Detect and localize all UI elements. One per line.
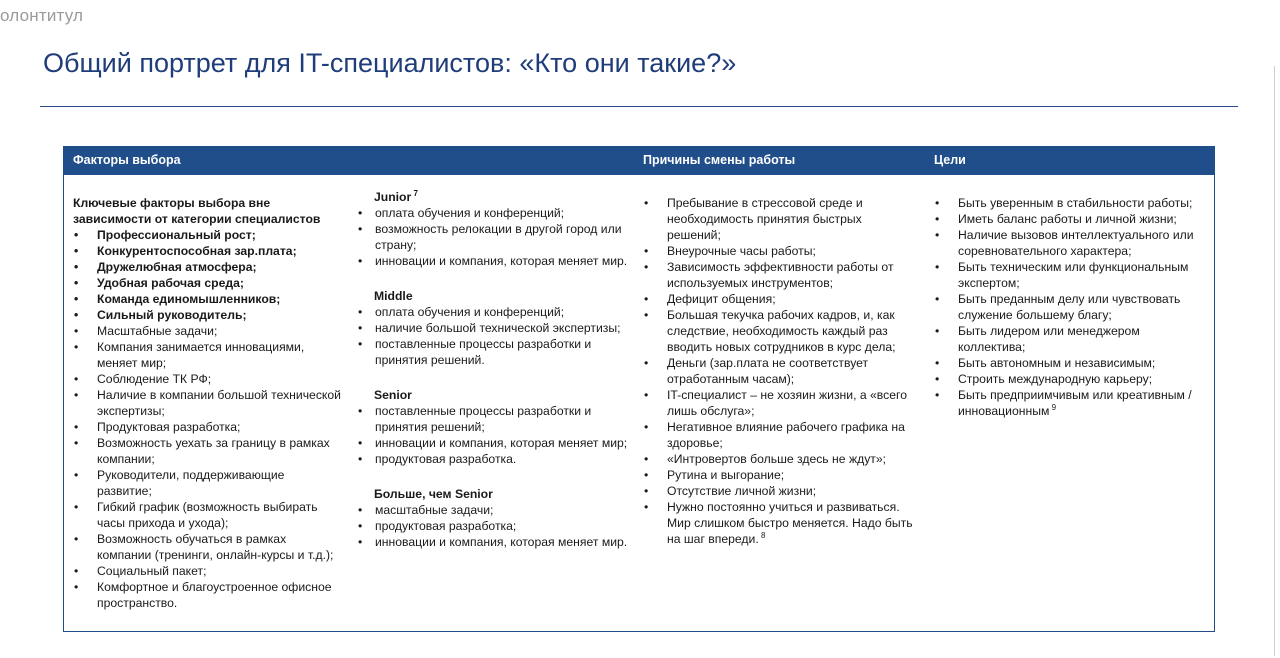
header-factors: Факторы выбора — [73, 153, 181, 167]
header-reasons: Причины смены работы — [643, 153, 796, 167]
reason-item: • Негативное влияние рабочего графика на здоровье; — [643, 419, 917, 451]
level-group — [357, 189, 637, 269]
reason-item: • Зависимость эффективности работы от используемых инструментов; — [643, 259, 917, 291]
level-item: • оплата обучения и конференций; — [357, 304, 637, 320]
reasons-column — [643, 195, 917, 547]
reason-item: • Большая текучка рабочих кадров, и, как следствие, необходимость каждый раз вводить новых сотрудников в курс дела; — [643, 307, 917, 355]
goal-item: • Быть предприимчивым или креативным / инновационным $^9$ — [934, 387, 1206, 419]
reason-item: • Рутина и выгорание; — [643, 467, 917, 483]
level-group — [357, 288, 637, 368]
levels-column — [357, 189, 637, 569]
level-heading: Middle — [374, 289, 413, 303]
key-factor-item: • Комфортное и благоустроенное офисное пространство. — [73, 579, 341, 611]
goal-item: • Быть лидером или менеджером коллектива; — [934, 323, 1206, 355]
portrait-table — [63, 146, 1215, 632]
reason-item: • IT-специалист – не хозяин жизни, а «всего лишь обслуга»; — [643, 387, 917, 419]
level-group — [357, 486, 637, 550]
level-item: • продуктовая разработка. — [357, 451, 637, 467]
key-factor-item: • Соблюдение ТК РФ; — [73, 371, 341, 387]
key-factor-item: • Возможность обучаться в рамках компании (тренинги, онлайн-курсы и т.д.); — [73, 531, 341, 563]
level-item: • поставленные процессы разработки и принятия решений; — [357, 403, 637, 435]
table-header-row — [64, 147, 1214, 175]
key-factor-item: • Профессиональный рост; — [73, 227, 341, 243]
key-factor-item: • Возможность уехать за границу в рамках компании; — [73, 435, 341, 467]
key-factor-item: • Масштабные задачи; — [73, 323, 341, 339]
reason-item: • Деньги (зар.плата не соответствует отработанным часам); — [643, 355, 917, 387]
level-item: • наличие большой технической экспертизы; — [357, 320, 637, 336]
level-item: • продуктовая разработка; — [357, 518, 637, 534]
key-factors-column — [73, 195, 341, 611]
goal-item: • Иметь баланс работы и личной жизни; — [934, 211, 1206, 227]
reasons-list — [643, 195, 917, 547]
level-item: • инновации и компания, которая меняет мир; — [357, 435, 637, 451]
reason-item: • Пребывание в стрессовой среде и необходимость принятия быстрых решений; — [643, 195, 917, 243]
key-factor-item: • Дружелюбная атмосфера; — [73, 259, 341, 275]
key-factor-item: • Команда единомышленников; — [73, 291, 341, 307]
level-group — [357, 387, 637, 467]
level-item: • поставленные процессы разработки и принятия решений. — [357, 336, 637, 368]
key-factor-item: • Удобная рабочая среда; — [73, 275, 341, 291]
key-factors-heading: Ключевые факторы выбора вне зависимости от категории специалистов — [73, 196, 321, 226]
level-heading: Больше, чем Senior — [374, 487, 493, 501]
goal-item: • Наличие вызовов интеллектуального или соревновательного характера; — [934, 227, 1206, 259]
reason-item: • «Интровертов больше здесь не ждут»; — [643, 451, 917, 467]
level-item: • масштабные задачи; — [357, 502, 637, 518]
level-heading: Junior $^7$ — [374, 188, 418, 204]
level-item: • оплата обучения и конференций; — [357, 205, 637, 221]
level-heading: Senior — [374, 388, 412, 402]
key-factor-item: • Продуктовая разработка; — [73, 419, 341, 435]
reason-item: • Дефицит общения; — [643, 291, 917, 307]
header-footer-label: олонтитул — [0, 6, 84, 25]
goals-column — [934, 195, 1206, 419]
level-item: • инновации и компания, которая меняет мир. — [357, 534, 637, 550]
key-factor-item: • Руководители, поддерживающие развитие; — [73, 467, 341, 499]
page-title: Общий портрет для IT-специалистов: «Кто они такие?» — [43, 48, 737, 78]
key-factor-item: • Компания занимается инновациями, меняет мир; — [73, 339, 341, 371]
goal-item: • Строить международную карьеру; — [934, 371, 1206, 387]
goals-list — [934, 195, 1206, 419]
goal-item: • Быть техническим или функциональным экспертом; — [934, 259, 1206, 291]
slide-edge-line — [1274, 66, 1275, 656]
goal-item: • Быть уверенным в стабильности работы; — [934, 195, 1206, 211]
key-factor-item: • Конкурентоспособная зар.плата; — [73, 243, 341, 259]
header-goals: Цели — [934, 153, 966, 167]
reason-item: • Отсутствие личной жизни; — [643, 483, 917, 499]
key-factor-item: • Наличие в компании большой технической экспертизы; — [73, 387, 341, 419]
goal-item: • Быть преданным делу или чувствовать служение большему благу; — [934, 291, 1206, 323]
key-factor-item: • Социальный пакет; — [73, 563, 341, 579]
key-factor-item: • Сильный руководитель; — [73, 307, 341, 323]
title-divider — [40, 106, 1238, 107]
level-item: • возможность релокации в другой город или страну; — [357, 221, 637, 253]
goal-item: • Быть автономным и независимым; — [934, 355, 1206, 371]
reason-item: • Внеурочные часы работы; — [643, 243, 917, 259]
key-factors-list — [73, 227, 341, 611]
key-factor-item: • Гибкий график (возможность выбирать часы прихода и ухода); — [73, 499, 341, 531]
level-item: • инновации и компания, которая меняет мир. — [357, 253, 637, 269]
reason-item: • Нужно постоянно учиться и развиваться. Мир слишком быстро меняется. Надо быть на шаг впереди. $^8$ — [643, 499, 917, 547]
